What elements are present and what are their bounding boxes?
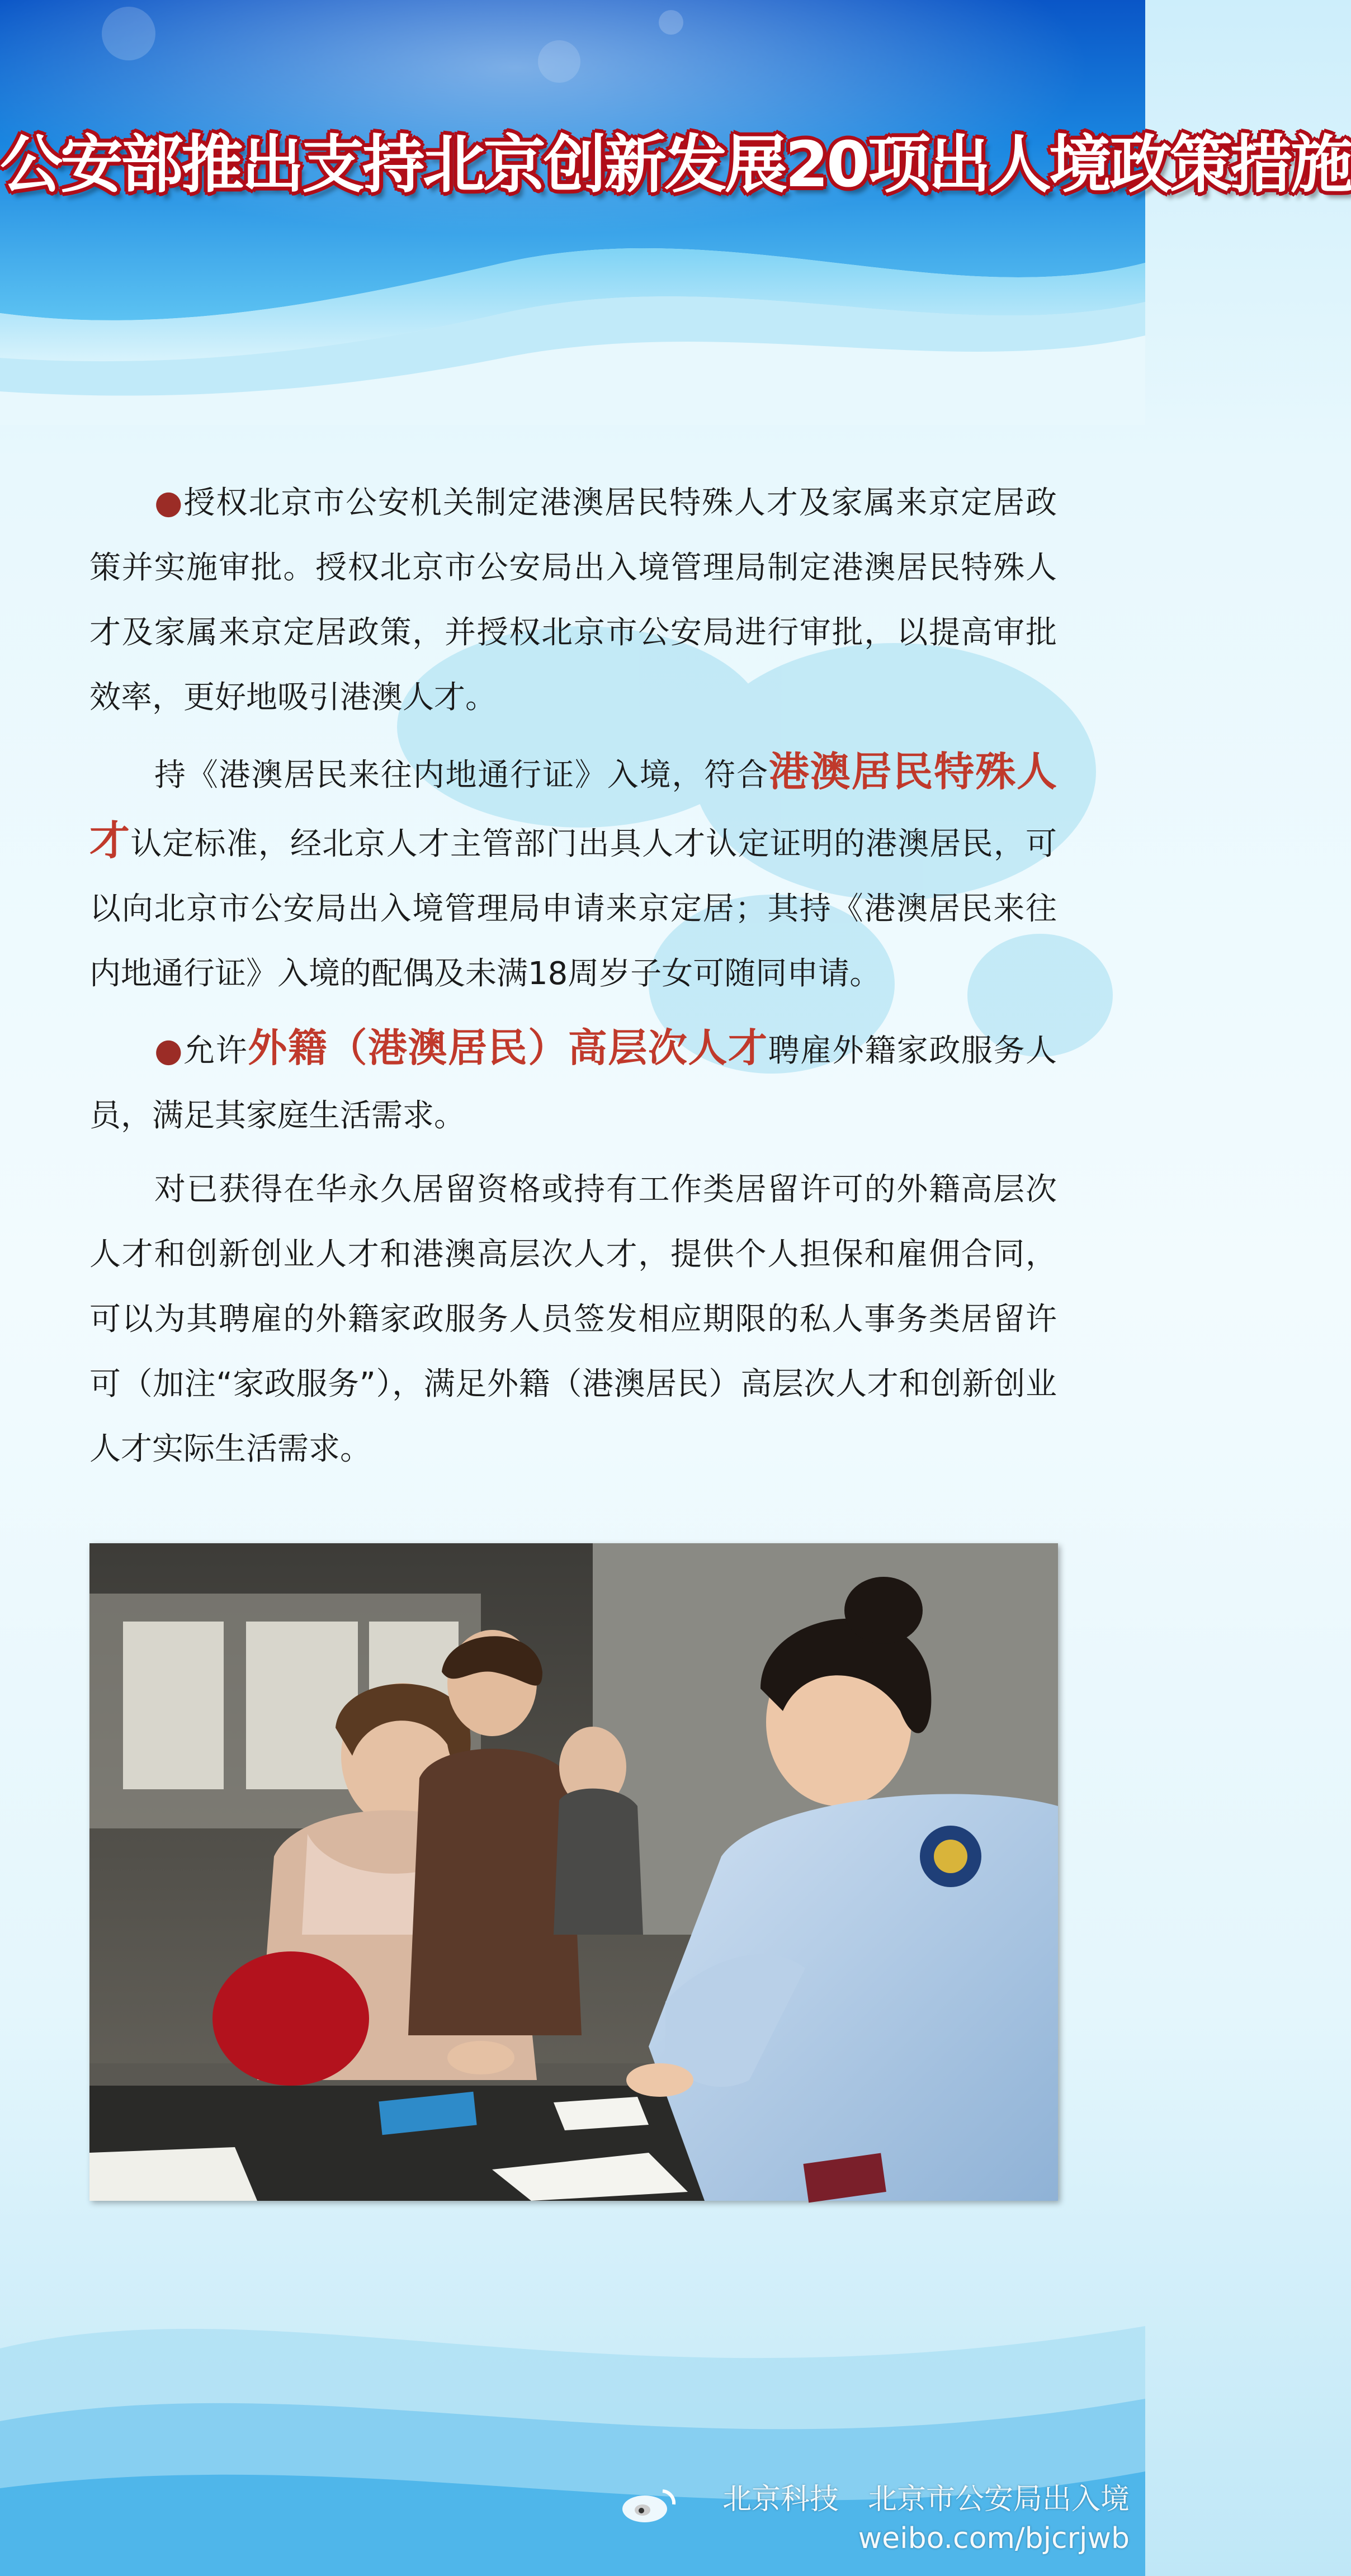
- bullet-icon: ●: [154, 483, 184, 521]
- policy-text: [89, 470, 1057, 1482]
- watermark-line1: 北京科技 北京市公安局出入境: [722, 2483, 1130, 2516]
- service-counter-photo: [89, 1543, 1058, 2201]
- weibo-watermark: [615, 2480, 1130, 2558]
- poster-title: 公安部推出支持北京创新发展20项出人境政策措施: [0, 129, 1351, 201]
- bullet-icon: ●: [154, 1031, 184, 1069]
- highlight-foreign-talent: 外籍（港澳居民）高层次人才: [248, 1025, 768, 1071]
- top-banner: [0, 0, 1351, 425]
- section1-bullet: ●授权北京市公安机关制定港澳居民特殊人才及家属来京定居政策并实施审批。授权北京市公安局出入境管理局制定港澳居民特殊人才及家属来京定居政策，并授权北京市公安局进行审批，以提高审批效率，更好地吸引港澳人才。: [89, 483, 1057, 716]
- highlight-hk-macao-talent: 港澳居民特殊人才: [89, 748, 1057, 864]
- photo-illustration: [89, 1543, 1058, 2201]
- section2-paragraph: 对已获得在华永久居留资格或持有工作类居留许可的外籍高层次人才和创新创业人才和港澳高层次人才，提供个人担保和雇佣合同，可以为其聘雇的外籍家政服务人员签发相应期限的私人事务类居留许可（加注“家政服务”），满足外籍（港澳居民）高层次人才和创新创业人才实际生活需求。: [89, 1171, 1057, 1467]
- section1-paragraph: 持《港澳居民来往内地通行证》入境，符合港澳居民特殊人才认定标准，经北京人才主管部门出具人才认定证明的港澳居民，可以向北京市公安局出入境管理局申请来京定居；其持《港澳居民来往内地通行证》入境的配偶及未满18周岁子女可随同申请。: [89, 748, 1057, 992]
- banner-wave-graphic: [0, 0, 1351, 425]
- section2-bullet: ●允许外籍（港澳居民）高层次人才聘雇外籍家政服务人员，满足其家庭生活需求。: [89, 1025, 1057, 1134]
- watermark-line2: weibo.com/bjcrjwb: [858, 2522, 1130, 2555]
